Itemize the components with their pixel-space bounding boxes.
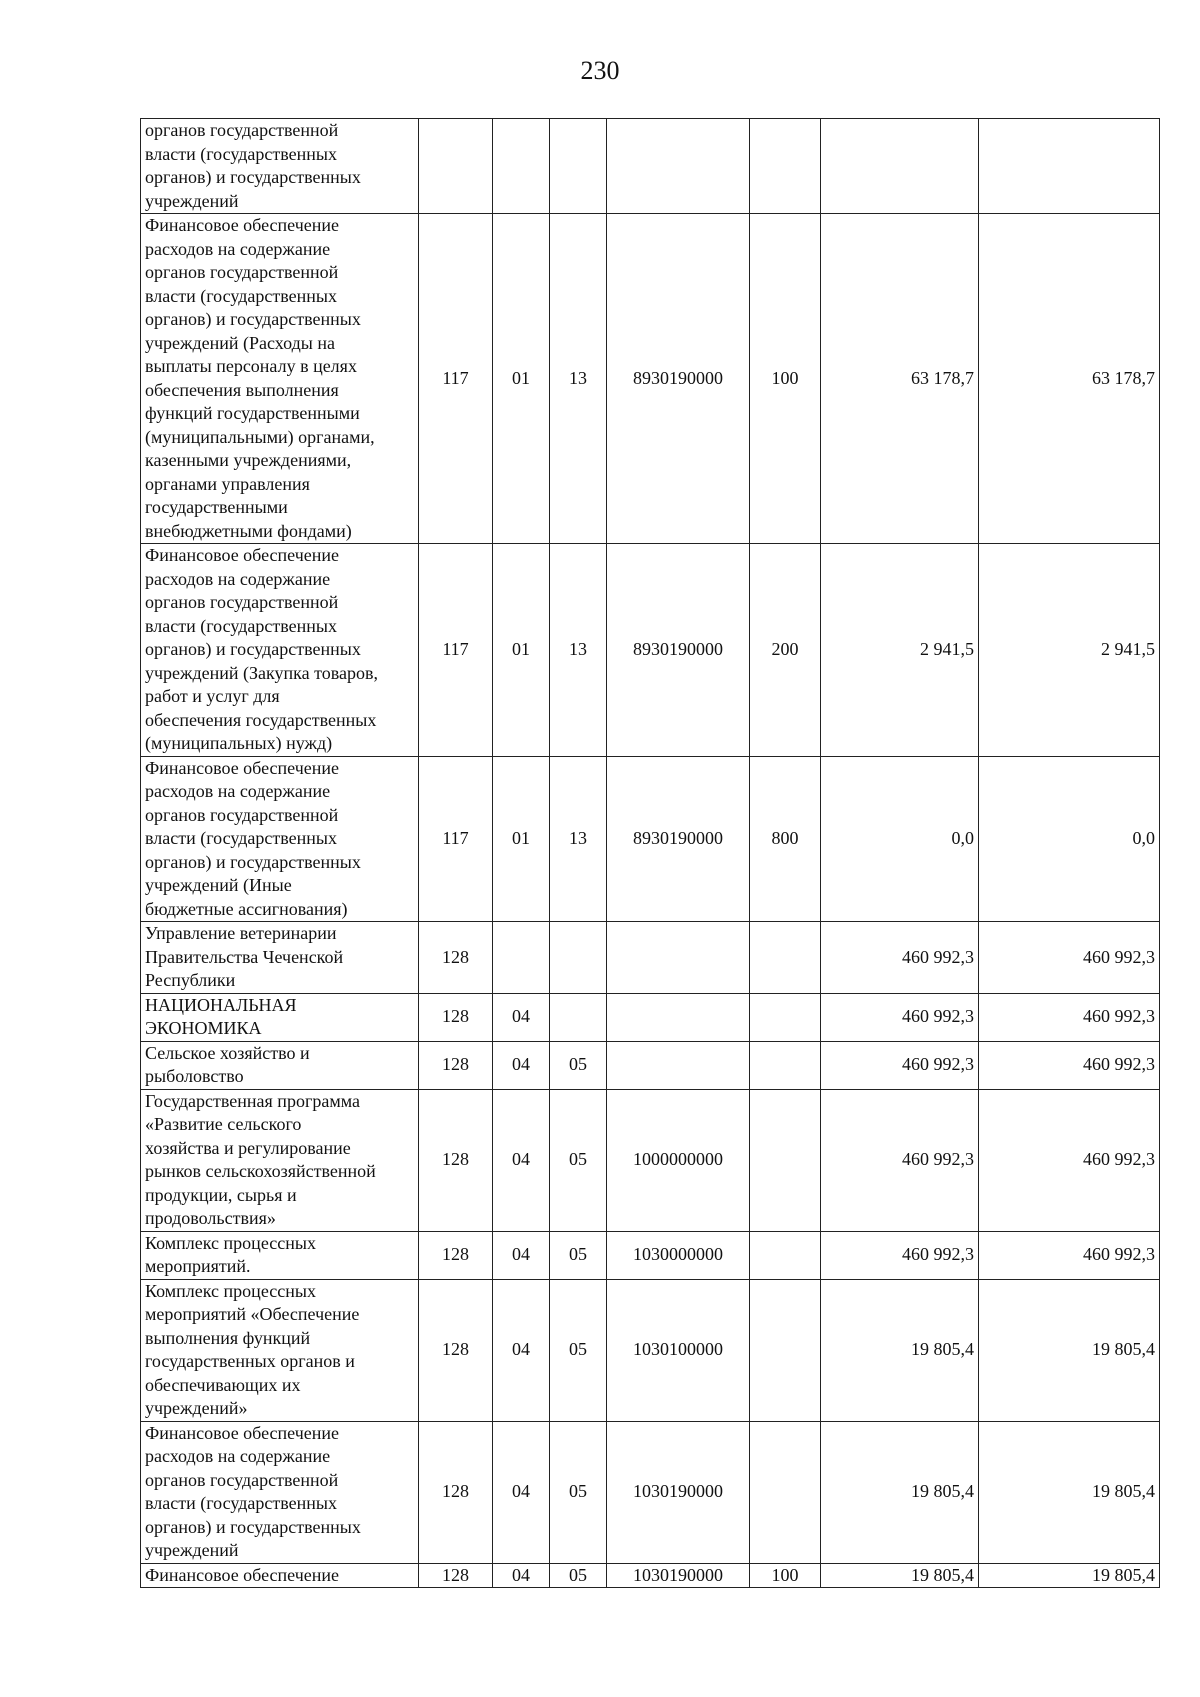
cell-amount-second: 19 805,4 [979,1279,1160,1421]
cell-amount-second: 19 805,4 [979,1563,1160,1588]
cell-subsection-code: 05 [550,1089,607,1231]
table-row [141,1421,1160,1563]
cell-amount-first: 460 992,3 [821,922,979,994]
table-row [141,756,1160,922]
row-name-text: Финансовое обеспечение расходов на содержание органов государственной власти (государственных органов) и государственных учреждений [145,1422,361,1560]
row-name-text: Финансовое обеспечение расходов на содержание органов государственной власти (государственных органов) и государственных учреждений (Расходы на выплаты персоналу в целях обеспечения выполнения функций государственными (муниципальными) органами, казенными учреждениями, органами управления государственными внебюджетными фондами) [145,215,375,541]
cell-target-article-code [607,922,750,994]
cell-expense-type-code [750,1041,821,1089]
cell-amount-first [821,119,979,214]
cell-row-name [141,544,419,757]
cell-expense-type-code [750,993,821,1041]
row-name-text: Финансовое обеспечение расходов на содержание органов государственной власти (государственных органов) и государственных учреждений (Закупка товаров, работ и услуг для обеспечения государственных (муниципальных) нужд) [145,545,378,753]
row-name-text: Комплекс процессных мероприятий. [145,1232,316,1276]
cell-row-name [141,922,419,994]
cell-expense-type-code: 200 [750,544,821,757]
cell-expense-type-code [750,1421,821,1563]
cell-admin-code: 128 [419,1231,493,1279]
row-name-text: Финансовое обеспечение [145,1564,340,1585]
cell-admin-code: 128 [419,1089,493,1231]
cell-section-code: 04 [493,1563,550,1588]
table-row [141,1279,1160,1421]
cell-amount-second: 460 992,3 [979,993,1160,1041]
table-row [141,119,1160,214]
cell-amount-first: 0,0 [821,756,979,922]
row-name-text: Управление ветеринарии Правительства Чеченской Республики [145,923,344,990]
cell-section-code [493,119,550,214]
cell-subsection-code: 13 [550,544,607,757]
row-name-text: Финансовое обеспечение расходов на содержание органов государственной власти (государственных органов) и государственных учреждений (Иные бюджетные ассигнования) [145,757,361,919]
cell-row-name [141,1421,419,1563]
cell-target-article-code: 8930190000 [607,214,750,544]
cell-expense-type-code: 800 [750,756,821,922]
cell-section-code: 04 [493,1421,550,1563]
table-row [141,1089,1160,1231]
cell-admin-code: 128 [419,1041,493,1089]
cell-amount-first: 63 178,7 [821,214,979,544]
cell-amount-first: 2 941,5 [821,544,979,757]
cell-section-code: 04 [493,1231,550,1279]
cell-admin-code [419,119,493,214]
cell-row-name [141,1089,419,1231]
cell-target-article-code: 1030000000 [607,1231,750,1279]
cell-row-name [141,214,419,544]
budget-table [140,118,1160,1588]
cell-admin-code: 128 [419,1279,493,1421]
cell-subsection-code: 13 [550,214,607,544]
cell-amount-first: 460 992,3 [821,1041,979,1089]
cell-subsection-code [550,993,607,1041]
cell-section-code: 04 [493,993,550,1041]
cell-subsection-code: 05 [550,1421,607,1563]
row-name-text: Государственная программа «Развитие сельского хозяйства и регулирование рынков сельскохозяйственной продукции, сырья и продовольствия» [145,1090,376,1228]
cell-subsection-code: 13 [550,756,607,922]
table-row [141,214,1160,544]
cell-amount-second: 19 805,4 [979,1421,1160,1563]
cell-amount-second: 0,0 [979,756,1160,922]
cell-amount-first: 460 992,3 [821,993,979,1041]
cell-target-article-code: 1030100000 [607,1279,750,1421]
cell-amount-first: 460 992,3 [821,1089,979,1231]
cell-target-article-code [607,1041,750,1089]
cell-expense-type-code [750,1231,821,1279]
cell-amount-first: 19 805,4 [821,1421,979,1563]
cell-admin-code: 128 [419,922,493,994]
cell-subsection-code: 05 [550,1231,607,1279]
cell-section-code: 01 [493,756,550,922]
table-row [141,1041,1160,1089]
cell-subsection-code [550,922,607,994]
table-row [141,993,1160,1041]
cell-amount-first: 19 805,4 [821,1563,979,1588]
cell-row-name [141,993,419,1041]
cell-subsection-code: 05 [550,1563,607,1588]
cell-section-code: 04 [493,1041,550,1089]
row-name-text: органов государственной власти (государственных органов) и государственных учреждений [145,120,361,211]
cell-subsection-code: 05 [550,1279,607,1421]
row-name-text: Комплекс процессных мероприятий «Обеспечение выполнения функций государственных органов и обеспечивающих их учреждений» [145,1280,360,1418]
table-row [141,1563,1160,1588]
cell-admin-code: 117 [419,756,493,922]
cell-row-name [141,1041,419,1089]
cell-row-name [141,1279,419,1421]
cell-amount-first: 460 992,3 [821,1231,979,1279]
cell-expense-type-code [750,922,821,994]
cell-admin-code: 117 [419,544,493,757]
cell-subsection-code [550,119,607,214]
cell-amount-second: 63 178,7 [979,214,1160,544]
cell-section-code: 01 [493,544,550,757]
cell-section-code: 04 [493,1279,550,1421]
cell-row-name [141,119,419,214]
cell-admin-code: 128 [419,993,493,1041]
cell-target-article-code [607,119,750,214]
cell-expense-type-code [750,119,821,214]
row-name-text: НАЦИОНАЛЬНАЯ ЭКОНОМИКА [145,994,297,1038]
cell-section-code: 04 [493,1089,550,1231]
cell-target-article-code: 8930190000 [607,544,750,757]
cell-subsection-code: 05 [550,1041,607,1089]
cell-amount-second: 460 992,3 [979,922,1160,994]
table-row [141,1231,1160,1279]
table-body [141,119,1160,1588]
table-row [141,922,1160,994]
cell-section-code [493,922,550,994]
cell-admin-code: 128 [419,1421,493,1563]
cell-target-article-code: 8930190000 [607,756,750,922]
cell-row-name [141,756,419,922]
cell-amount-second: 2 941,5 [979,544,1160,757]
cell-target-article-code: 1030190000 [607,1563,750,1588]
cell-amount-first: 19 805,4 [821,1279,979,1421]
cell-amount-second: 460 992,3 [979,1041,1160,1089]
row-name-text: Сельское хозяйство и рыболовство [145,1042,310,1086]
cell-amount-second: 460 992,3 [979,1089,1160,1231]
cell-expense-type-code: 100 [750,1563,821,1588]
cell-section-code: 01 [493,214,550,544]
cell-expense-type-code [750,1279,821,1421]
cell-admin-code: 117 [419,214,493,544]
cell-target-article-code: 1000000000 [607,1089,750,1231]
cell-amount-second [979,119,1160,214]
table-row [141,544,1160,757]
cell-target-article-code [607,993,750,1041]
cell-row-name [141,1563,419,1588]
cell-admin-code: 128 [419,1563,493,1588]
cell-target-article-code: 1030190000 [607,1421,750,1563]
cell-expense-type-code [750,1089,821,1231]
page-number: 230 [580,56,620,85]
cell-row-name [141,1231,419,1279]
cell-amount-second: 460 992,3 [979,1231,1160,1279]
cell-expense-type-code: 100 [750,214,821,544]
